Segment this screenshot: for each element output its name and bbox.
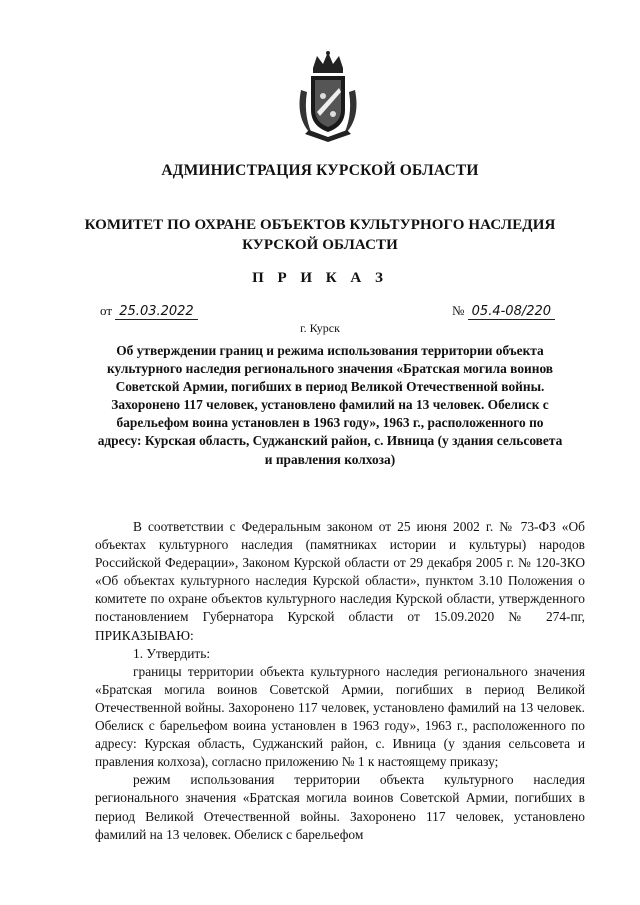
order-number xyxy=(452,303,555,320)
committee-heading xyxy=(0,215,640,255)
number-prefix: № xyxy=(452,303,465,318)
number-value: 05.4-08/220 xyxy=(468,304,555,320)
paragraph-approve: 1. Утвердить: xyxy=(133,645,211,661)
committee-line-1: КОМИТЕТ ПО ОХРАНЕ ОБЪЕКТОВ КУЛЬТУРНОГО НАСЛЕДИЯ xyxy=(84,217,556,233)
paragraph-regime: режим использования территории объекта культурного наследия регионального значения «Братская могила воинов Советской Армии, погибших в период Великой Отечественной войны. Захоронено 117 человек, установлено фамилий на 13 человек. Обелиск с барельефом xyxy=(95,772,585,842)
order-title: Об утверждении границ и режима использования территории объекта культурного наследия регионального значения «Братская могила воинов Советской Армии, погибших в период Великой Отечественной войны. Захоронено 117 человек, установлено фамилий на 13 человек. Обелиск с барельефом воина установлен в 1963 году», 1963 г., расположенного по адресу: Курская область, Суджанский район, с. Ивница (у здания сельсовета и правления колхоза) xyxy=(97,343,563,467)
order-body xyxy=(95,518,585,844)
order-date xyxy=(100,303,198,320)
date-value: 25.03.2022 xyxy=(115,304,197,320)
city-label: г. Курск xyxy=(300,321,340,335)
paragraph-boundaries: границы территории объекта культурного наследия регионального значения «Братская могила воинов Советской Армии, погибших в период Великой Отечественной войны. Захоронено 117 человек, установлено фамилий на 13 человек. Обелиск с барельефом воина установлен в 1963 году», 1963 г., расположенного по адресу: Курская область, Суджанский район, с. Ивница (у здания сельсовета и правления колхоза), согласно приложению № 1 к настоящему приказу; xyxy=(95,663,585,770)
document-type: П Р И К А З xyxy=(252,270,388,286)
paragraph-legal-basis: В соответствии с Федеральным законом от 25 июня 2002 г. № 73-ФЗ «Об объектах культурного наследия (памятниках истории и культуры) народов Российской Федерации», Законом Курской области от 29 декабря 2005 г. № 120-ЗКО «Об объектах культурного наследия Курской области», пунктом 3.10 Положения о комитете по охране объектов культурного наследия Курской области, утвержденного постановлением Губернатора Курской области от 15.09.2020 № 274-пг, ПРИКАЗЫВАЮ: xyxy=(95,519,585,643)
date-prefix: от xyxy=(100,303,113,318)
committee-line-2: КУРСКОЙ ОБЛАСТИ xyxy=(242,237,398,253)
coat-of-arms-icon xyxy=(293,50,363,144)
organization-heading: АДМИНИСТРАЦИЯ КУРСКОЙ ОБЛАСТИ xyxy=(161,162,479,179)
